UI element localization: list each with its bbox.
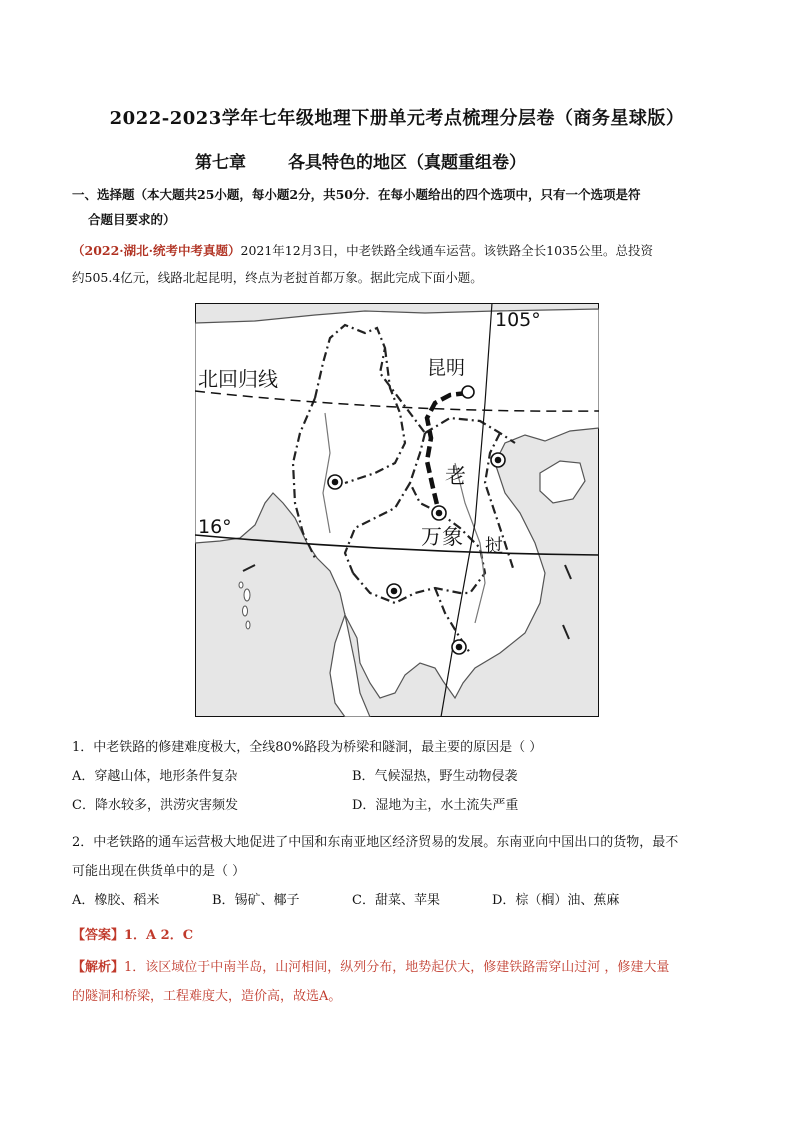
indochina-map xyxy=(195,303,599,717)
document-title: 2022-2023学年七年级地理下册单元考点梳理分层卷（商务星球版） xyxy=(109,108,685,129)
laos-label: 老 xyxy=(445,464,466,488)
q1-option-c: C．降水较多，洪涝灾害频发 xyxy=(72,798,238,813)
question-1 xyxy=(72,733,742,820)
chapter-title: 各具特色的地区（真题重组卷） xyxy=(288,153,526,173)
question-2 xyxy=(72,828,742,915)
q1-option-a: A．穿越山体，地形条件复杂 xyxy=(72,769,238,784)
kunming-label: 昆明 xyxy=(427,357,466,379)
kunming-marker xyxy=(462,386,474,398)
question-1-stem: 1．中老铁路的修建难度极大，全线80%路段为桥梁和隧洞，最主要的原因是（ ） xyxy=(72,740,543,755)
section-heading-line1: 一、选择题（本大题共25小题，每小题2分，共50分．在每小题给出的四个选项中，只有一个选项是符 xyxy=(72,187,641,202)
analysis-text-line1: 1．该区域位于中南半岛，山河相间，纵列分布，地势起伏大，修建铁路需穿山过河 ，修建大量 xyxy=(124,960,670,975)
q1-option-b: B．气候湿热，野生动物侵袭 xyxy=(352,769,518,784)
q2-option-c: C．甜菜、苹果 xyxy=(352,893,440,908)
answer-line xyxy=(72,921,742,950)
material-paragraph xyxy=(72,237,732,291)
tropic-label: 北回归线 xyxy=(198,367,278,391)
meridian-105-label: 105° xyxy=(495,309,541,331)
q2-option-d: D．棕（榈）油、蕉麻 xyxy=(492,893,620,908)
section-heading xyxy=(72,182,732,232)
answer-label: 【答案】 xyxy=(72,928,125,943)
q1-option-d: D．湿地为主，水土流失严重 xyxy=(352,798,519,813)
material-text-line1: 2021年12月3日，中老铁路全线通车运营。该铁路全长1035公里。总投资 xyxy=(240,243,653,258)
question-2-stem-line2: 可能出现在供货单中的是（ ） xyxy=(72,864,246,879)
q2-option-b: B．锡矿、椰子 xyxy=(212,893,300,908)
chapter-heading xyxy=(195,148,526,173)
question-2-stem-line1: 2．中老铁路的通车运营极大地促进了中国和东南亚地区经济贸易的发展。东南亚向中国出口的货物，最不 xyxy=(72,835,679,850)
q2-option-a: A．橡胶、稻米 xyxy=(72,893,160,908)
laos-label-2: 挝 xyxy=(485,536,503,557)
section-heading-line2: 合题目要求的） xyxy=(88,212,176,227)
analysis-text-line2: 的隧洞和桥梁，工程难度大，造价高，故选A。 xyxy=(72,989,342,1004)
chapter-number: 第七章 xyxy=(195,153,246,173)
question-source: （2022·湖北·统考中考真题） xyxy=(72,243,241,258)
answer-text: 1．A 2．C xyxy=(124,928,194,943)
vientiane-label: 万象 xyxy=(421,525,463,549)
analysis xyxy=(72,953,742,1011)
parallel-16-label: 16° xyxy=(198,516,232,538)
material-text-line2: 约505.4亿元，线路北起昆明，终点为老挝首都万象。据此完成下面小题。 xyxy=(72,270,483,285)
analysis-label: 【解析】 xyxy=(72,960,125,975)
